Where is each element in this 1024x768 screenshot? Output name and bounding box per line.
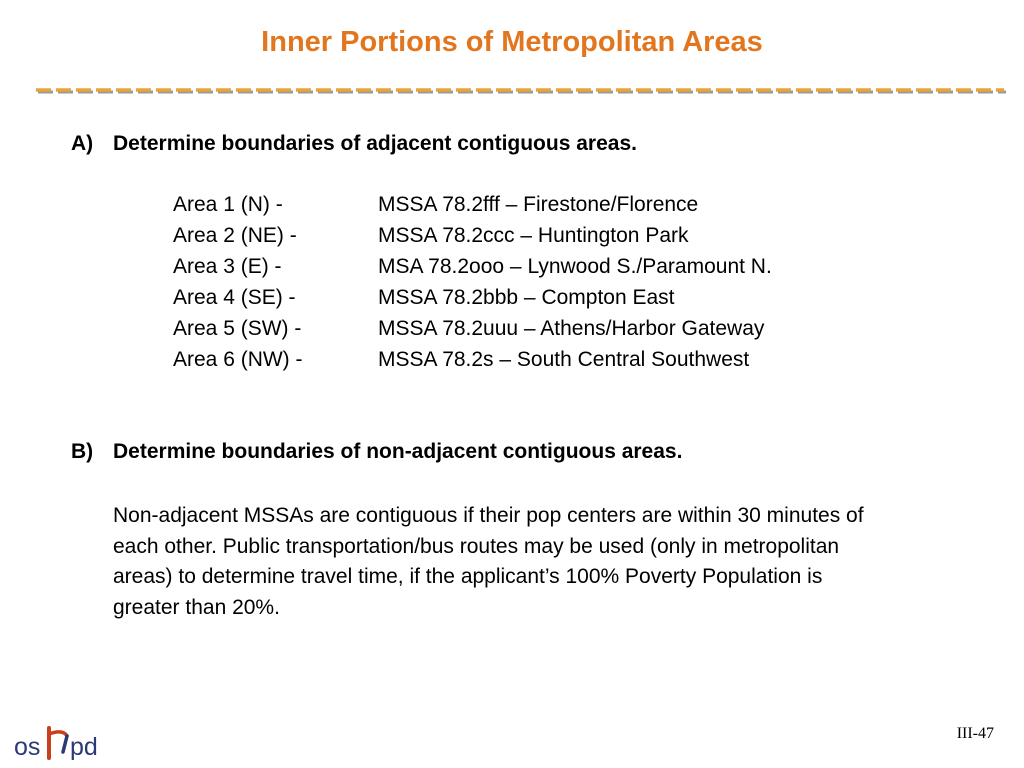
area-name: Area 5 (SW) - bbox=[173, 317, 302, 340]
area-desc: MSSA 78.2bbb – Compton East bbox=[378, 286, 675, 309]
area-row bbox=[173, 347, 772, 378]
section-a-heading bbox=[71, 132, 637, 156]
section-a-letter: A) bbox=[71, 132, 94, 155]
section-b-heading bbox=[71, 440, 682, 464]
area-row bbox=[173, 223, 772, 254]
section-b-heading-text: Determine boundaries of non-adjacent contiguous areas. bbox=[113, 440, 683, 463]
slide-title: Inner Portions of Metropolitan Areas bbox=[261, 26, 763, 58]
area-row bbox=[173, 254, 772, 285]
area-name: Area 1 (N) - bbox=[173, 193, 283, 216]
area-name: Area 4 (SE) - bbox=[173, 286, 296, 309]
area-row bbox=[173, 192, 772, 223]
area-desc: MSSA 78.2fff – Firestone/Florence bbox=[378, 193, 699, 216]
area-name: Area 6 (NW) - bbox=[173, 348, 303, 371]
area-row bbox=[173, 285, 772, 316]
page-number: III-47 bbox=[956, 725, 994, 742]
area-desc: MSA 78.2ooo – Lynwood S./Paramount N. bbox=[378, 255, 772, 278]
area-desc: MSSA 78.2ccc – Huntington Park bbox=[378, 224, 689, 247]
oshpd-logo bbox=[14, 722, 114, 762]
section-b-paragraph: Non-adjacent MSSAs are contiguous if their pop centers are within 30 minutes of each other. Public transportation/bus routes may be used (only in metropolitan areas) to determine travel time, if the applicant’s 100% Poverty Population is greater than 20%. bbox=[113, 504, 864, 619]
area-row bbox=[173, 316, 772, 347]
logo-left-text: os bbox=[14, 733, 41, 761]
area-name: Area 3 (E) - bbox=[173, 255, 282, 278]
section-a-heading-text: Determine boundaries of adjacent contiguous areas. bbox=[113, 132, 637, 155]
area-desc: MSSA 78.2s – South Central Southwest bbox=[378, 348, 750, 371]
area-list bbox=[173, 192, 772, 378]
area-desc: MSSA 78.2uuu – Athens/Harbor Gateway bbox=[378, 317, 765, 340]
logo-right-text: pd bbox=[70, 733, 98, 761]
title-divider bbox=[36, 86, 1008, 96]
section-b-letter: B) bbox=[71, 440, 94, 463]
area-name: Area 2 (NE) - bbox=[173, 224, 297, 247]
